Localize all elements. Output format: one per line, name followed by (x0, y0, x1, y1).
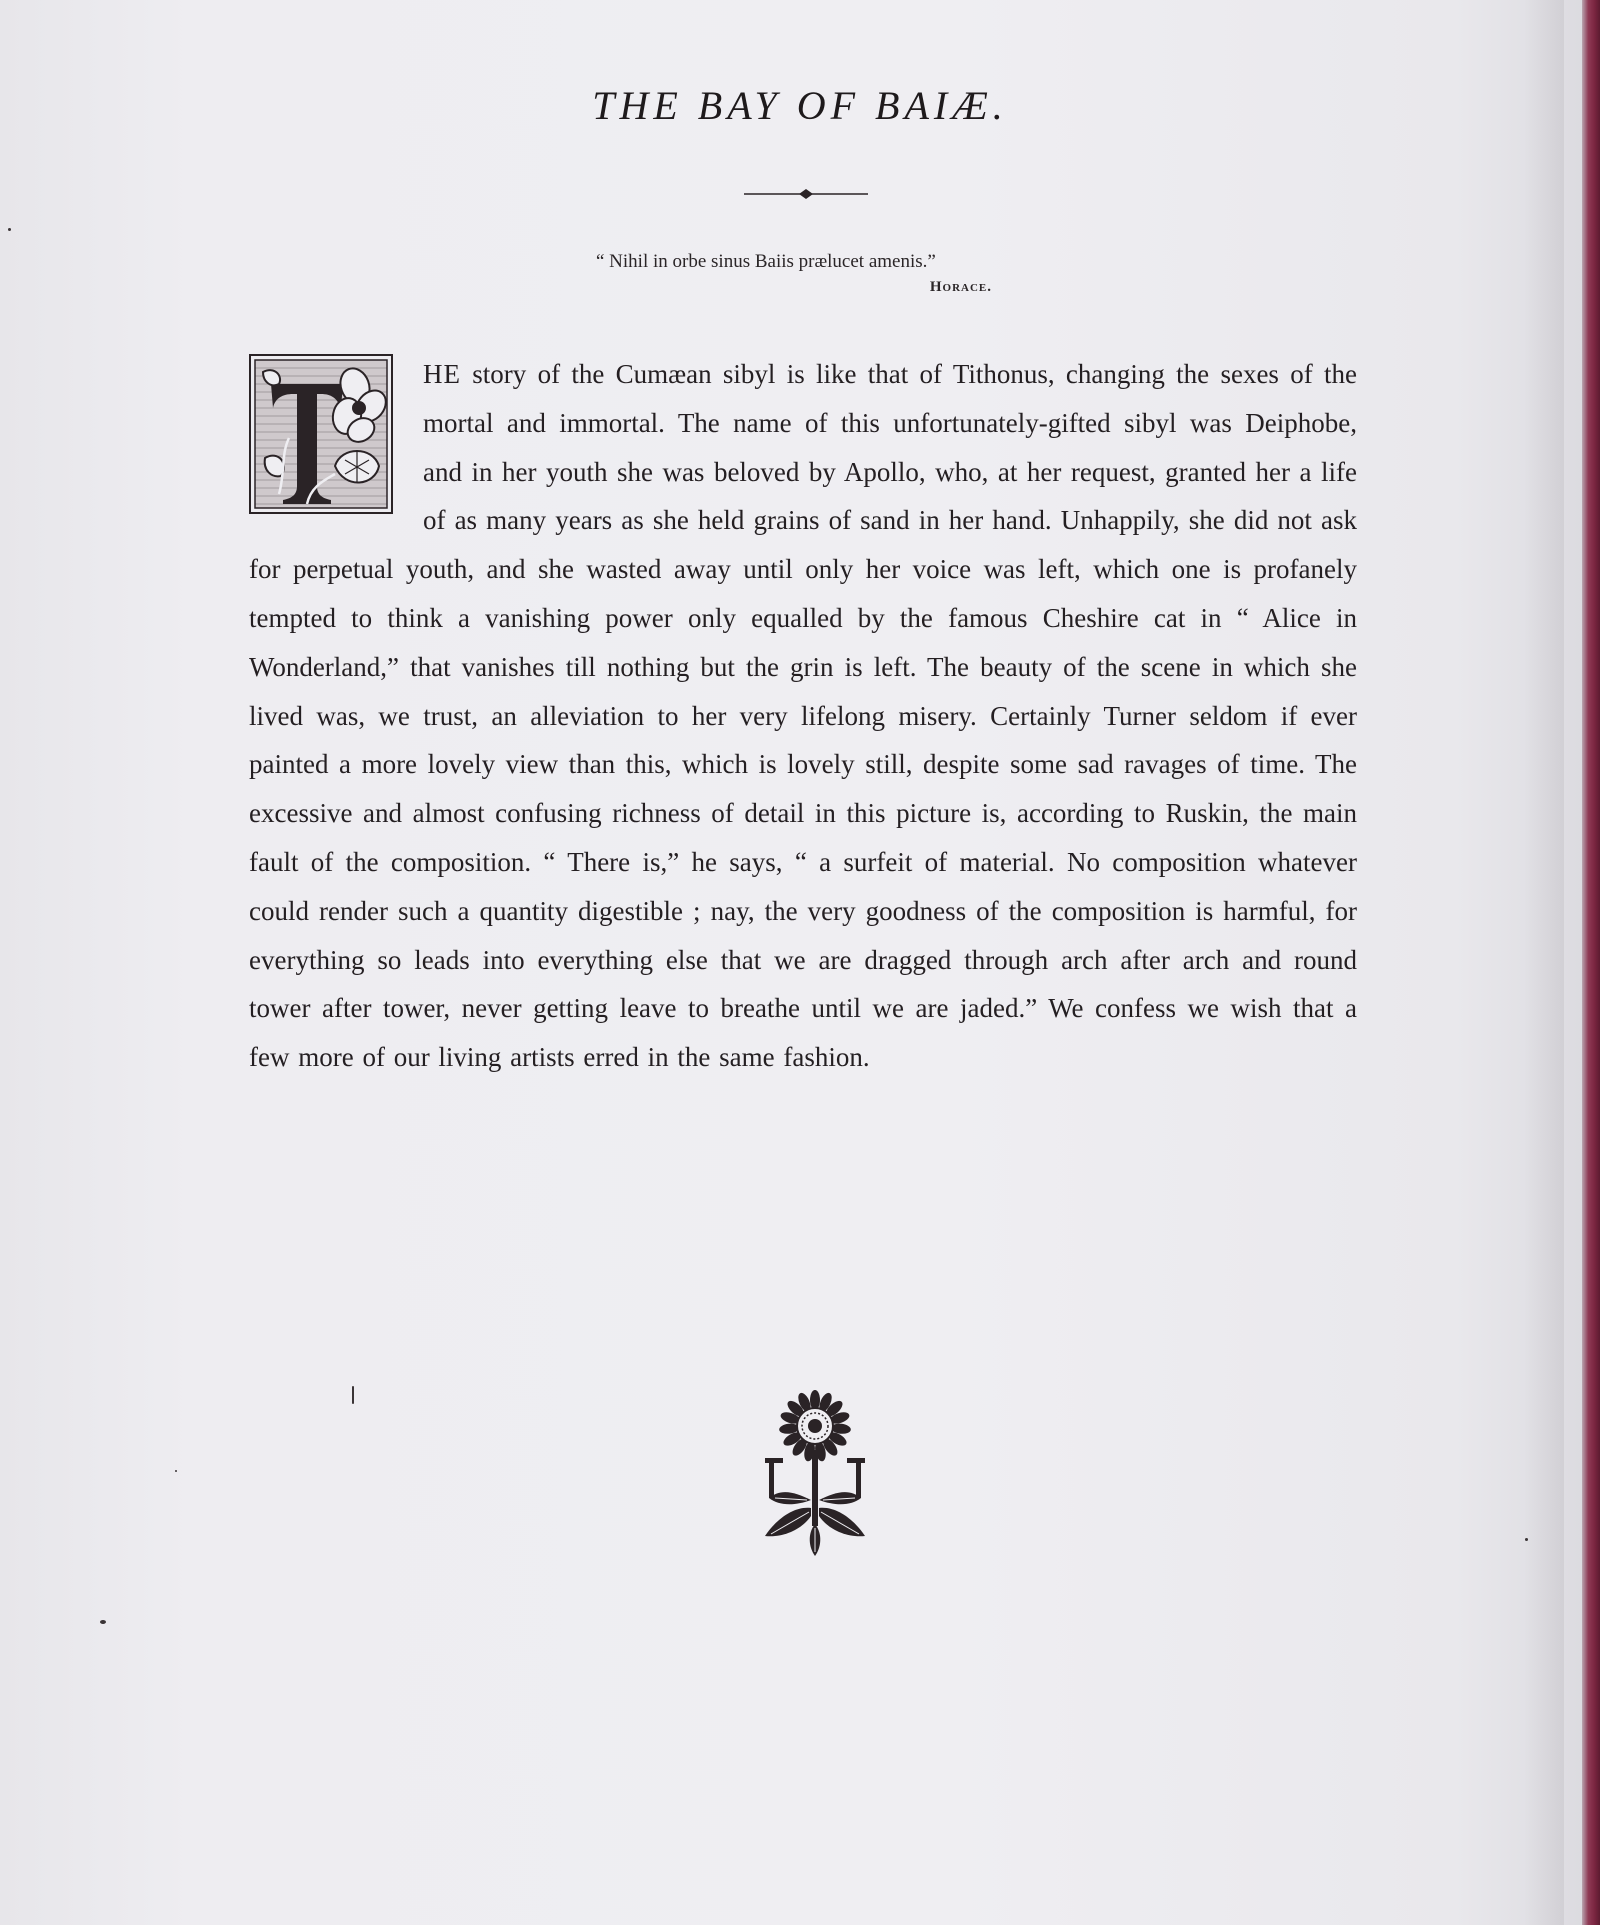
epigraph-quote: “ Nihil in orbe sinus Baiis prælucet amenis.” (596, 251, 936, 272)
page-title: THE BAY OF BAIÆ. (592, 83, 1008, 128)
article-paragraph: story of the Cumæan sibyl is like that of Tithonus, changing the sexes of the mortal and immortal. The name of this unfortunately-gifted sibyl was Deiphobe, and in her youth she was beloved by Apollo, who, at her request, granted her a life of as many years as she held grains of sand in her hand. Unhappily, she did not ask for perpetual youth, and she wasted away until only her voice was left, which one is profanely tempted to think a vanishing power only equalled by the famous Cheshire cat in “ Alice in Wonderland,” that vanishes till nothing but the grin is left. The beauty of the scene in which she lived was, we trust, an alleviation to her very lifelong misery. Certainly Turner seldom if ever painted a more lovely view than this, which is lovely still, despite some sad ravages of time. The excessive and almost confusing richness of detail in this picture is, according to Ruskin, the main fault of the composition. “ There is,” he says, “ a surfeit of material. No composition whatever could render such a quantity digestible ; nay, the very goodness of the composition is harmful, for everything so leads into everything else that we are dragged through arch after arch and round tower after tower, never getting leave to breathe until we are jaded.” We confess we wish that a few more of our living artists erred in the same fashion. (249, 359, 1357, 1073)
paper-speck (8, 228, 11, 231)
paper-speck (100, 1620, 106, 1624)
book-spine-edge (1582, 0, 1600, 1925)
article-body (249, 350, 1357, 1082)
paper-speck (352, 1386, 354, 1404)
page-gutter-shadow (1524, 0, 1564, 1925)
floral-initial-icon (249, 354, 393, 514)
epigraph-attribution: Horace. (929, 279, 992, 295)
paper-speck (175, 1470, 177, 1472)
sunflower-tailpiece-icon (755, 1388, 875, 1558)
title-divider-ornament (744, 186, 868, 202)
dropcap-rest-letters: HE (423, 359, 461, 389)
paper-speck (1525, 1538, 1528, 1541)
dropcap-svg (249, 354, 393, 514)
epigraph (596, 251, 1016, 296)
